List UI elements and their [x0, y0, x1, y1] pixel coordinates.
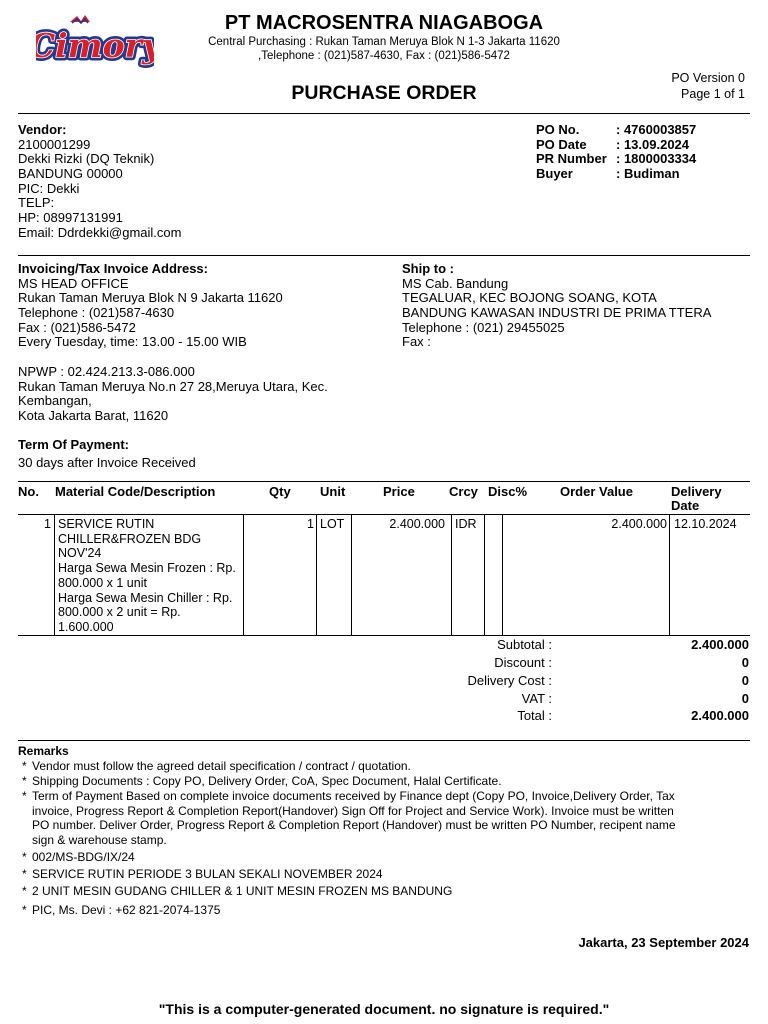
col-price: Price	[383, 484, 415, 499]
company-contact: ,Telephone : (021)587-4630, Fax : (021)586-5472	[258, 50, 510, 62]
vendor-name: Dekki Rizki (DQ Teknik)	[18, 151, 155, 167]
vendor-city: BANDUNG 00000	[18, 166, 123, 182]
po-no-label: PO No.	[536, 122, 580, 137]
po-info-labels	[536, 123, 607, 182]
col-separator	[669, 515, 670, 636]
buyer-label: Buyer	[536, 166, 573, 182]
vendor-email: Email: Ddrdekki@gmail.com	[18, 224, 182, 240]
ship-to-line: Fax :	[402, 334, 431, 350]
row-qty: 1	[307, 517, 314, 531]
row-no: 1	[44, 517, 51, 531]
col-unit: Unit	[320, 484, 346, 499]
table-bottom-border	[18, 635, 750, 636]
row-crcy: IDR	[455, 517, 477, 531]
col-disc: Disc%	[488, 484, 528, 499]
ship-to-line: Telephone : (021) 29455025	[402, 319, 565, 335]
table-top-border	[18, 481, 750, 482]
npwp-line: Kota Jakarta Barat, 11620	[18, 407, 169, 423]
col-order-value: Order Value	[560, 484, 633, 499]
row-description	[58, 517, 236, 635]
description-line: Harga Sewa Mesin Frozen : Rp.	[58, 561, 236, 576]
subtotal-label: Subtotal :	[497, 637, 552, 652]
remark-item: * PIC, Ms. Devi : +62 821-2074-1375	[22, 903, 221, 917]
col-separator	[451, 515, 485, 636]
invoicing-label: Invoicing/Tax Invoice Address:	[18, 261, 208, 276]
col-separator	[316, 515, 352, 636]
total-label: Total :	[517, 708, 552, 723]
divider	[18, 740, 750, 741]
remark-item: * Term of Payment Based on complete invoice documents received by Finance dept (Copy PO, Invoice,Delivery Order, Tax invoice, Progress Report & Completion Report(Handover) Sign Off for Project and Service Work). Invoice must be written PO number. Deliver Order, Progress Report & Completion Report (Handover) must be written PO Number, recipent name sign & warehouse stamp.	[22, 789, 676, 847]
document-title: PURCHASE ORDER	[291, 82, 477, 104]
vendor-telp: TELP:	[18, 195, 55, 211]
col-separator	[502, 515, 503, 636]
col-material: Material Code/Description	[55, 484, 216, 499]
description-line: 1.600.000	[58, 619, 114, 634]
payment-term: 30 days after Invoice Received	[18, 455, 196, 470]
npwp-line: NPWP : 02.424.213.3-086.000	[18, 363, 195, 379]
po-no-value: : 4760003857	[616, 122, 697, 137]
ship-to-line: BANDUNG KAWASAN INDUSTRI DE PRIMA TTERA	[402, 305, 712, 321]
delivery-cost-value: 0	[741, 673, 749, 688]
remark-item: * 2 UNIT MESIN GUDANG CHILLER & 1 UNIT MESIN FROZEN MS BANDUNG	[22, 884, 453, 898]
invoicing-line: MS HEAD OFFICE	[18, 275, 129, 291]
ship-to-label: Ship to :	[402, 261, 454, 276]
row-unit: LOT	[320, 517, 345, 531]
remark-item: * 002/MS-BDG/IX/24	[22, 850, 135, 864]
delivery-cost-label: Delivery Cost :	[467, 673, 552, 688]
vendor-pic: PIC: Dekki	[18, 180, 80, 196]
divider	[18, 113, 750, 114]
invoicing-line: Fax : (021)586-5472	[18, 319, 136, 335]
logo-text-outline: Cimor	[36, 26, 142, 65]
row-delivery-date: 12.10.2024	[674, 517, 737, 531]
invoicing-line: Telephone : (021)587-4630	[18, 305, 175, 321]
invoicing-block	[18, 262, 328, 424]
vat-value: 0	[741, 691, 749, 706]
ship-to-line: TEGALUAR, KEC BOJONG SOANG, KOTA	[402, 290, 657, 306]
npwp-line: Rukan Taman Meruya No.n 27 28,Meruya Utara, Kec.	[18, 378, 328, 394]
invoicing-line: Rukan Taman Meruya Blok N 9 Jakarta 11620	[18, 290, 283, 306]
row-order-value: 2.400.000	[611, 517, 667, 531]
payment-label: Term Of Payment:	[18, 437, 130, 452]
description-line: SERVICE RUTIN	[58, 517, 155, 531]
invoicing-line: Every Tuesday, time: 13.00 - 15.00 WIB	[18, 334, 247, 350]
discount-value: 0	[741, 655, 749, 670]
remark-item: * SERVICE RUTIN PERIODE 3 BULAN SEKALI NOVEMBER 2024	[22, 867, 383, 881]
ship-to-block	[402, 262, 711, 350]
description-line: CHILLER&FROZEN BDG	[58, 531, 202, 546]
description-line: 800.000 x 2 unit = Rp.	[58, 605, 181, 620]
vendor-block	[18, 123, 181, 241]
po-info-values	[616, 123, 696, 182]
total-value: 2.400.000	[691, 708, 749, 723]
ship-to-line: MS Cab. Bandung	[402, 275, 509, 291]
company-address: Central Purchasing : Rukan Taman Meruya Blok N 1-3 Jakarta 11620	[208, 36, 560, 48]
po-date-label: PO Date	[536, 136, 587, 152]
discount-label: Discount :	[494, 655, 552, 670]
buyer-value: : Budiman	[616, 166, 680, 182]
description-line: 800.000 x 1 unit	[58, 575, 147, 590]
description-line: Harga Sewa Mesin Chiller : Rp.	[58, 590, 233, 605]
footer-note: "This is a computer-generated document. no signature is required."	[158, 1001, 610, 1017]
vat-label: VAT :	[521, 691, 552, 706]
pr-number-label: PR Number	[536, 151, 607, 167]
divider	[18, 255, 750, 256]
vendor-hp: HP: 08997131991	[18, 210, 123, 226]
po-version: PO Version 0	[671, 71, 745, 85]
remark-item: * Vendor must follow the agreed detail specification / contract / quotation.	[22, 759, 411, 773]
pr-number-value: : 1800003334	[616, 151, 697, 167]
company-name: PT MACROSENTRA NIAGABOGA	[224, 12, 544, 34]
date-place: Jakarta, 23 September 2024	[578, 935, 749, 950]
vendor-label: Vendor:	[18, 122, 67, 137]
po-date-value: : 13.09.2024	[616, 136, 690, 152]
col-delivery: Delivery	[671, 484, 722, 499]
col-no: No.	[18, 484, 39, 499]
logo-text: Cimor	[36, 26, 142, 65]
remarks-title: Remarks	[18, 744, 69, 758]
col-delivery-date: Date	[671, 498, 700, 513]
description-line: NOV'24	[58, 546, 102, 561]
page-number: Page 1 of 1	[681, 87, 745, 101]
subtotal-value: 2.400.000	[691, 637, 749, 652]
remark-item: * Shipping Documents : Copy PO, Delivery Order, CoA, Spec Document, Halal Certificate.	[22, 774, 502, 788]
vendor-code: 2100001299	[18, 136, 91, 152]
row-price: 2.400.000	[389, 517, 445, 531]
col-crcy: Crcy	[449, 484, 478, 499]
col-qty: Qty	[269, 484, 291, 499]
npwp-line: Kembangan,	[18, 393, 92, 409]
